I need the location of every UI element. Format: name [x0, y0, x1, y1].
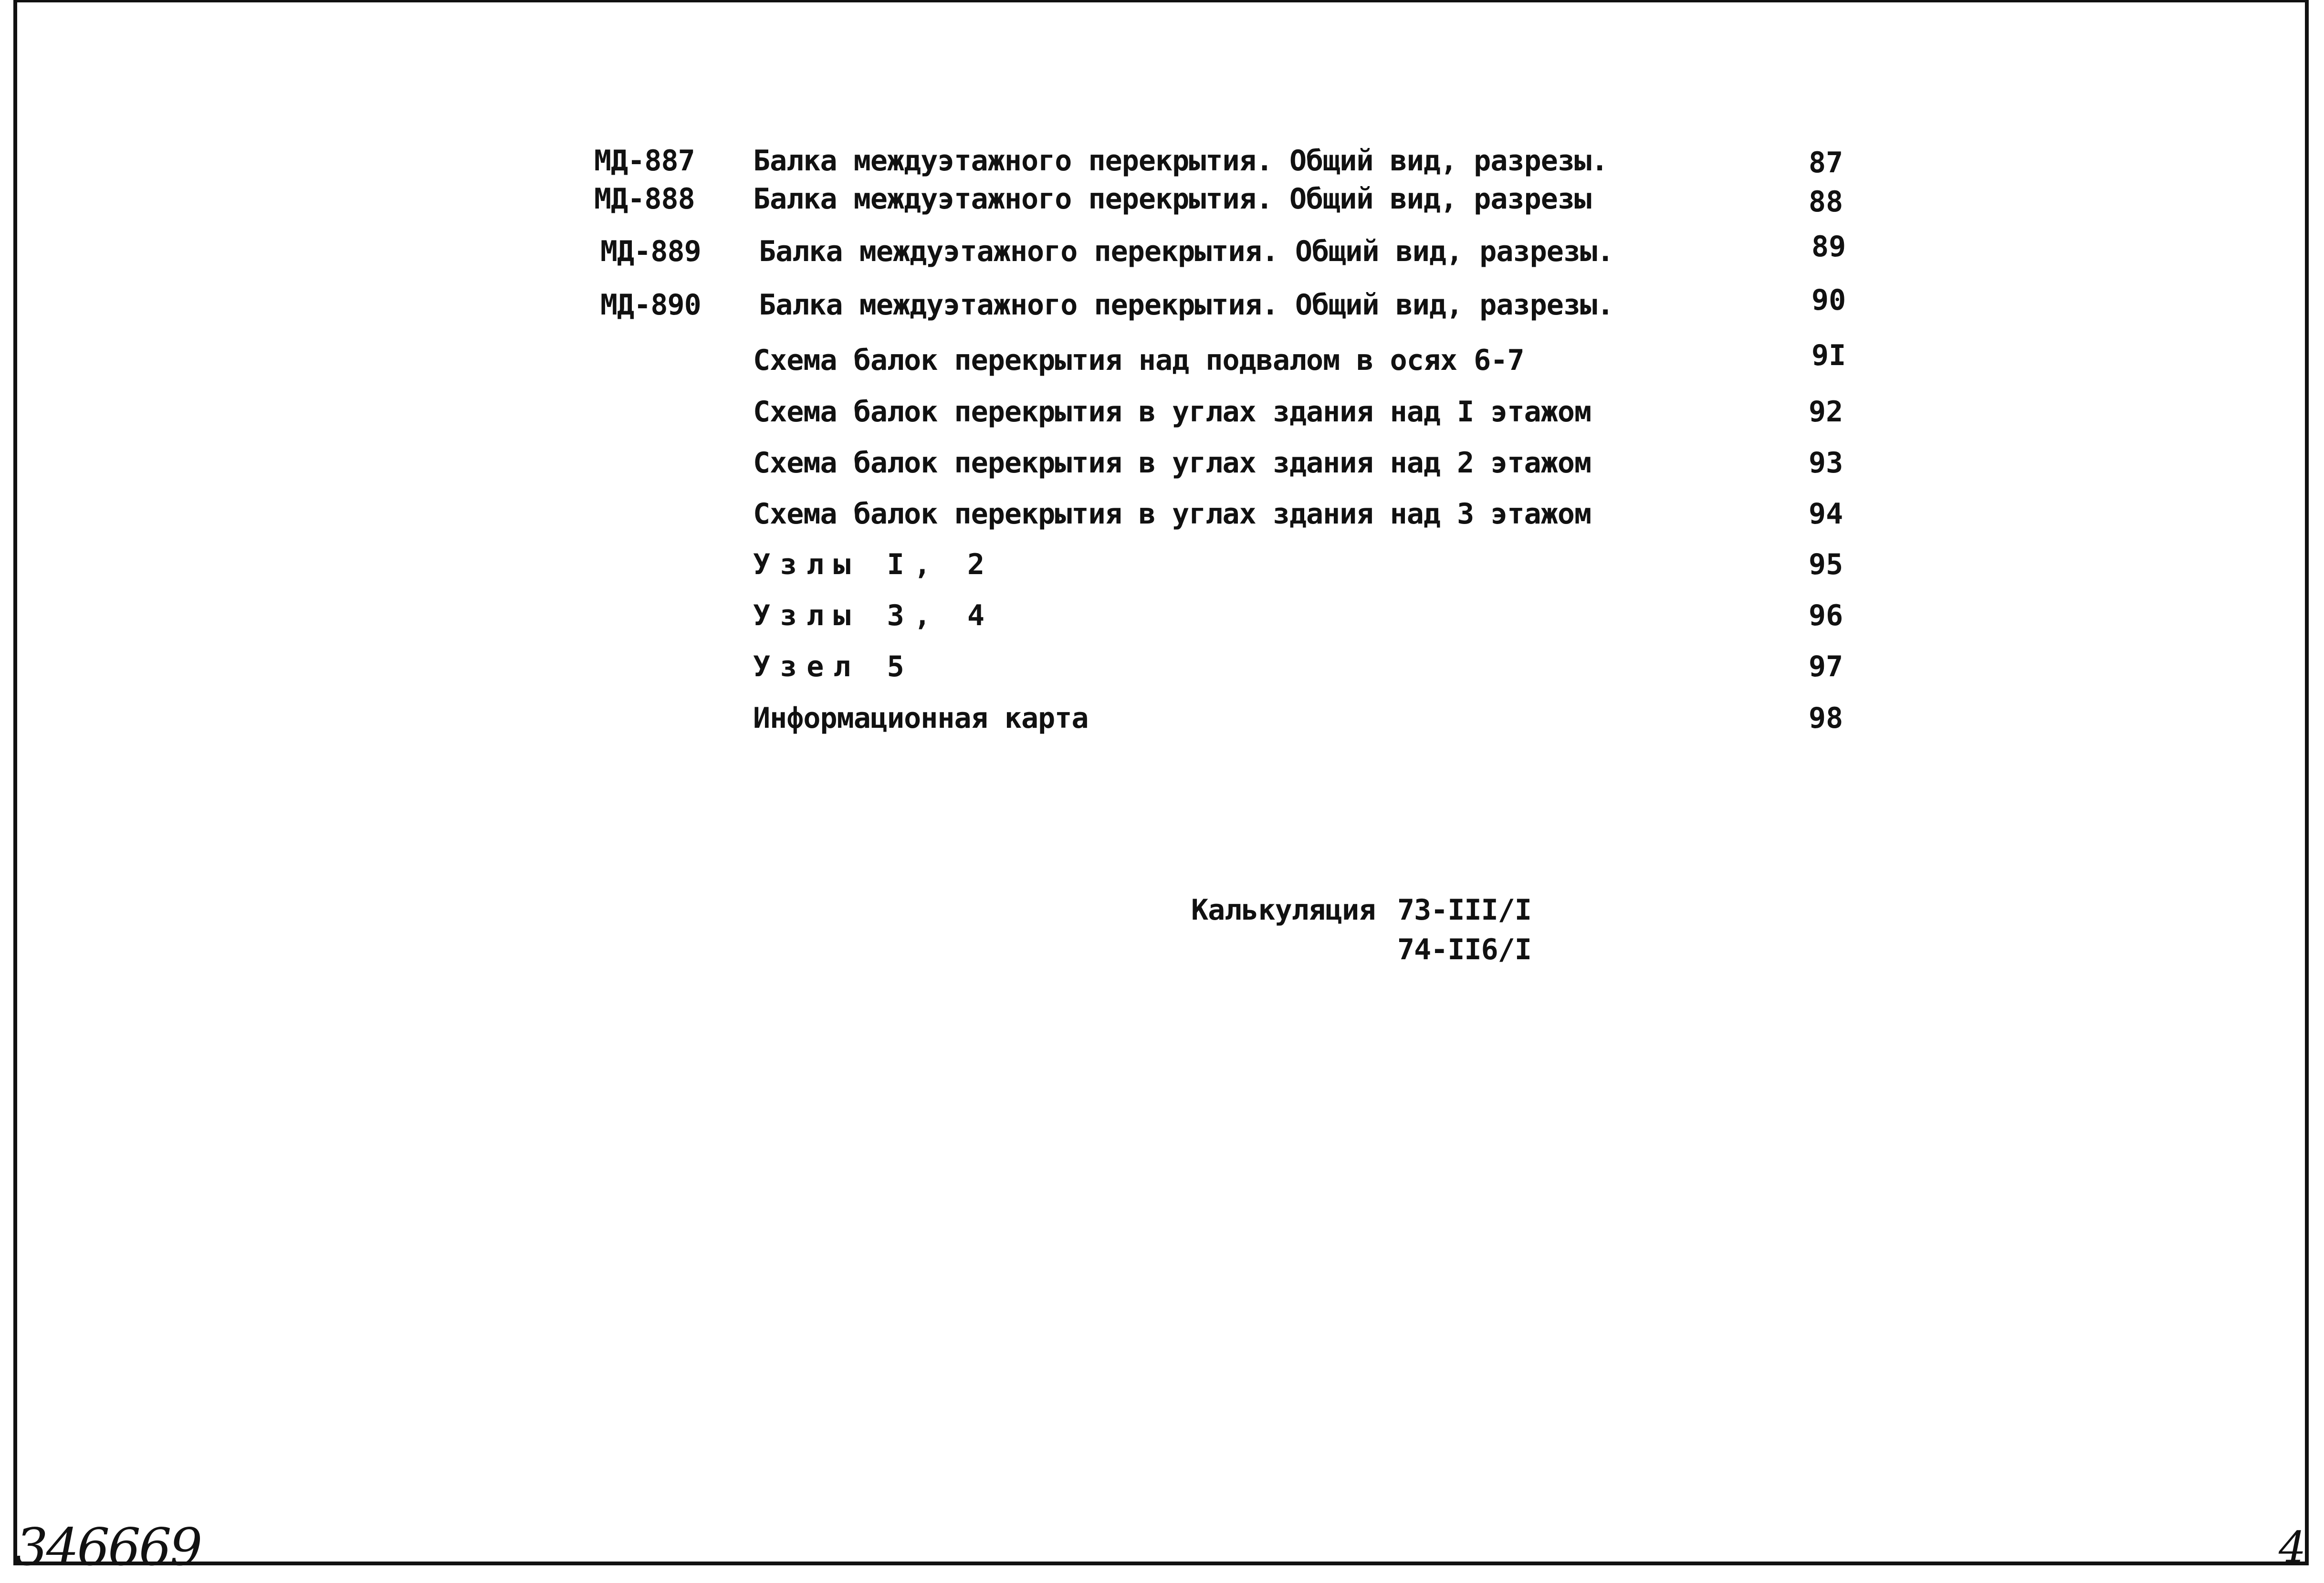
page-number: 89: [1811, 230, 1846, 263]
drawing-title: Балка междуэтажного перекрытия. Общий вид, разрезы.: [759, 288, 1614, 322]
inventory-number: 346669: [15, 1518, 201, 1577]
calculation-ref: 74-II6/I: [1397, 933, 1531, 966]
drawing-title: Балка междуэтажного перекрытия. Общий вид, разрезы.: [759, 235, 1614, 268]
page-number: 87: [1809, 146, 1843, 179]
drawing-title: Схема балок перекрытия в углах здания над I этажом: [753, 395, 1591, 429]
drawing-code: МД-889: [600, 235, 701, 268]
contents-row: [0, 599, 2324, 637]
page-number: 96: [1809, 599, 1843, 632]
drawing-code: МД-888: [594, 182, 695, 216]
drawing-title: Балка междуэтажного перекрытия. Общий вид, разрезы.: [753, 144, 1608, 178]
page-number: 94: [1809, 497, 1843, 531]
sheet-number: 4: [2279, 1522, 2306, 1573]
page-number: 97: [1809, 650, 1843, 683]
contents-row: [0, 548, 2324, 586]
contents-row: [0, 497, 2324, 535]
page-number: 90: [1811, 283, 1846, 317]
contents-row: [0, 283, 2324, 326]
page-number: 93: [1809, 446, 1843, 480]
page-number: 98: [1809, 702, 1843, 735]
drawing-code: МД-887: [594, 144, 695, 178]
contents-row: [0, 230, 2324, 273]
drawing-title: Узлы 3, 4: [753, 599, 995, 632]
page-number: 92: [1809, 395, 1843, 429]
contents-row: [0, 395, 2324, 433]
drawing-code: МД-890: [600, 288, 701, 322]
drawing-title: Схема балок перекрытия над подвалом в осях 6-7: [753, 344, 1524, 377]
drawing-title: Узлы I, 2: [753, 548, 995, 581]
contents-row: [0, 339, 2324, 382]
contents-row: [0, 650, 2324, 688]
calculation-label: Калькуляция: [1191, 893, 1376, 927]
contents-row: [0, 702, 2324, 740]
contents-row: [0, 182, 2324, 220]
drawing-title: Балка междуэтажного перекрытия. Общий вид, разрезы: [753, 182, 1591, 216]
page-number: 9I: [1811, 339, 1846, 372]
contents-row: [0, 446, 2324, 484]
calculation-ref: 73-III/I: [1397, 893, 1531, 927]
page-number: 88: [1809, 185, 1843, 219]
drawing-title: Информационная карта: [753, 702, 1089, 735]
drawing-title: Узел 5: [753, 650, 914, 683]
drawing-title: Схема балок перекрытия в углах здания над 2 этажом: [753, 446, 1591, 480]
drawing-title: Схема балок перекрытия в углах здания над 3 этажом: [753, 497, 1591, 531]
page-number: 95: [1809, 548, 1843, 581]
contents-row: [0, 144, 2324, 182]
